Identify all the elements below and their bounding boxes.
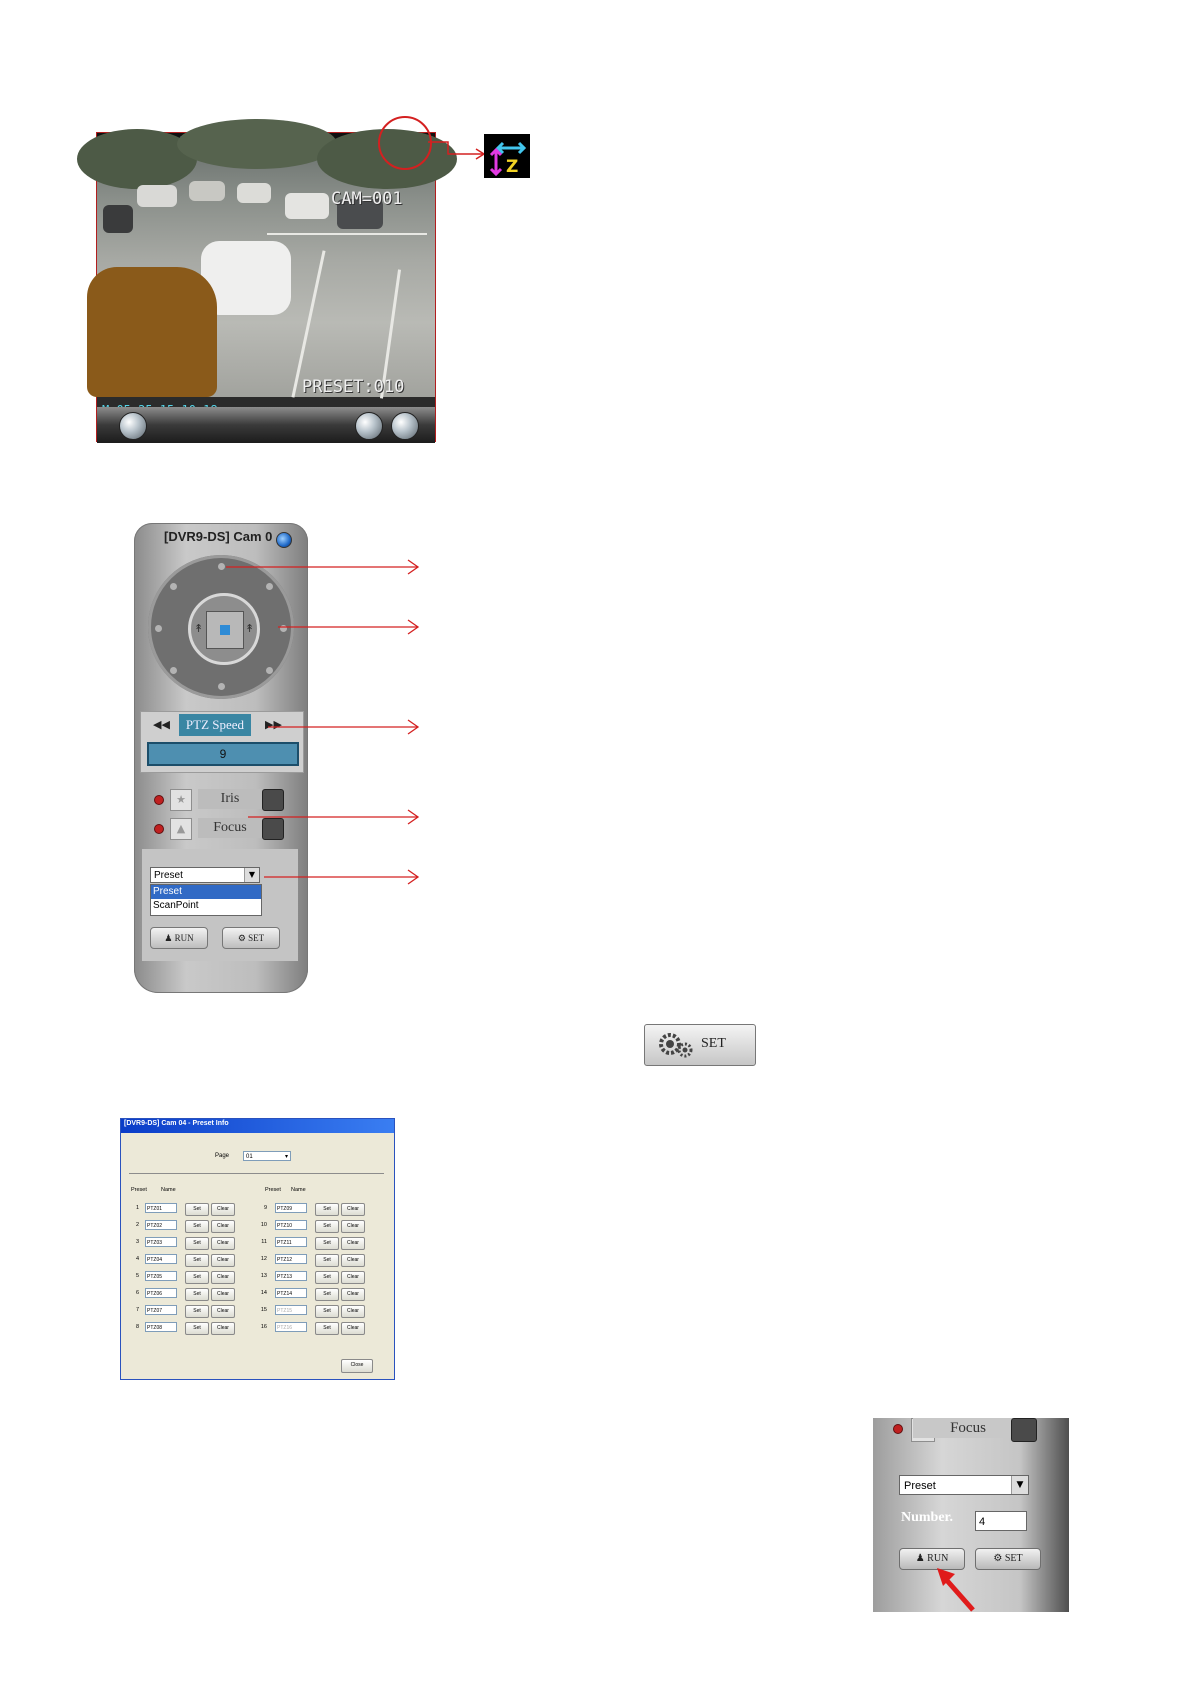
- speed-increase-icon[interactable]: ▶▶: [265, 718, 282, 731]
- preset-name-field[interactable]: PTZ05: [145, 1271, 177, 1281]
- ptz-speed-value: 9: [147, 742, 299, 766]
- pan-up-left-button[interactable]: [170, 583, 177, 590]
- parked-car: [285, 193, 329, 219]
- preset-clear-button[interactable]: Clear: [211, 1220, 235, 1233]
- column-header-preset: Preset: [131, 1187, 147, 1193]
- preset-set-button[interactable]: Set: [315, 1271, 339, 1284]
- preset-set-button[interactable]: Set: [315, 1220, 339, 1233]
- record-icon[interactable]: [391, 412, 419, 440]
- preset-number: 9: [263, 1205, 267, 1211]
- preset-clear-button[interactable]: Clear: [341, 1288, 365, 1301]
- preset-set-button[interactable]: Set: [315, 1254, 339, 1267]
- preset-clear-button[interactable]: Clear: [211, 1203, 235, 1216]
- preset-number: 7: [135, 1307, 139, 1313]
- ptz-panel-detail: [873, 1418, 1069, 1612]
- preset-number: 10: [260, 1222, 267, 1228]
- preset-name-field[interactable]: PTZ04: [145, 1254, 177, 1264]
- iris-label: Iris: [198, 789, 262, 809]
- callout-arrow: [428, 140, 486, 162]
- mode-select-value: Preset: [154, 870, 183, 881]
- focus-label: Focus: [198, 818, 262, 838]
- preset-clear-button[interactable]: Clear: [211, 1271, 235, 1284]
- pan-down-left-button[interactable]: [170, 667, 177, 674]
- column-header-name: Name: [161, 1187, 176, 1193]
- preset-name-field[interactable]: PTZ15: [275, 1305, 307, 1315]
- preset-set-button[interactable]: Set: [315, 1203, 339, 1216]
- set-label: SET: [1004, 1553, 1023, 1564]
- number-label: Number.: [901, 1510, 953, 1525]
- preset-clear-button[interactable]: Clear: [341, 1322, 365, 1335]
- preset-number: 3: [135, 1239, 139, 1245]
- ptz-arrows-z-icon: [484, 134, 530, 178]
- divider: [129, 1173, 384, 1174]
- preset-name-field[interactable]: PTZ09: [275, 1203, 307, 1213]
- preset-name-field[interactable]: PTZ10: [275, 1220, 307, 1230]
- run-button[interactable]: ♟ RUN: [899, 1548, 965, 1570]
- preset-set-button[interactable]: Set: [185, 1288, 209, 1301]
- snapshot-icon[interactable]: [355, 412, 383, 440]
- preset-name-field[interactable]: PTZ03: [145, 1237, 177, 1247]
- focus-indicator: [154, 824, 164, 834]
- preset-clear-button[interactable]: Clear: [211, 1322, 235, 1335]
- zoom-out-icon[interactable]: ↟: [194, 622, 204, 635]
- highlight-circle: [378, 116, 432, 170]
- iris-auto-button[interactable]: ★: [170, 789, 192, 811]
- preset-name-field[interactable]: PTZ14: [275, 1288, 307, 1298]
- window-titlebar: [121, 1119, 394, 1133]
- preset-overlay: PRESET:010: [302, 377, 405, 397]
- set-button[interactable]: ⚙ SET: [222, 927, 280, 949]
- preset-clear-button[interactable]: Clear: [341, 1237, 365, 1250]
- preset-name-field[interactable]: PTZ16: [275, 1322, 307, 1332]
- gear-icon: [657, 1031, 697, 1059]
- svg-text:Z: Z: [506, 157, 519, 177]
- preset-info-window: [120, 1118, 395, 1380]
- mode-options-list: [150, 884, 262, 916]
- set-button-large[interactable]: [644, 1024, 756, 1066]
- tree-foliage: [177, 119, 337, 169]
- column-header-name: Name: [291, 1187, 306, 1193]
- preset-set-button[interactable]: Set: [185, 1203, 209, 1216]
- globe-icon[interactable]: [119, 412, 147, 440]
- run-label: RUN: [174, 933, 194, 943]
- preset-number: 13: [260, 1273, 267, 1279]
- parking-line: [291, 250, 325, 397]
- focus-auto-button[interactable]: ▲: [170, 818, 192, 840]
- preset-name-field[interactable]: PTZ07: [145, 1305, 177, 1315]
- preset-number: 1: [135, 1205, 139, 1211]
- chevron-down-icon[interactable]: ▼: [244, 868, 259, 882]
- mode-option-scanpoint[interactable]: ScanPoint: [153, 900, 199, 911]
- preset-number: 16: [260, 1324, 267, 1330]
- preset-number: 11: [261, 1239, 267, 1245]
- pan-left-button[interactable]: [155, 625, 162, 632]
- preset-number: 5: [135, 1273, 139, 1279]
- preset-clear-button[interactable]: Clear: [341, 1203, 365, 1216]
- preset-name-field[interactable]: PTZ11: [275, 1237, 307, 1247]
- parked-car: [237, 183, 271, 203]
- mode-select[interactable]: [899, 1475, 1029, 1495]
- preset-clear-button[interactable]: Clear: [211, 1254, 235, 1267]
- camera-id-overlay: CAM=001: [331, 189, 403, 209]
- preset-name-field[interactable]: PTZ08: [145, 1322, 177, 1332]
- set-button-label: SET: [701, 1036, 726, 1051]
- focus-label: Focus: [913, 1418, 1023, 1438]
- run-button[interactable]: ♟ RUN: [150, 927, 208, 949]
- page-select[interactable]: [243, 1151, 291, 1161]
- preset-set-button[interactable]: Set: [315, 1237, 339, 1250]
- preset-set-button[interactable]: Set: [315, 1288, 339, 1301]
- preset-clear-button[interactable]: Clear: [211, 1237, 235, 1250]
- preset-clear-button[interactable]: Clear: [211, 1288, 235, 1301]
- mode-select-value: Preset: [904, 1480, 936, 1492]
- close-icon[interactable]: [276, 532, 292, 548]
- pan-down-button[interactable]: [218, 683, 225, 690]
- preset-set-button[interactable]: Set: [185, 1305, 209, 1318]
- preset-clear-button[interactable]: Clear: [211, 1305, 235, 1318]
- chevron-down-icon[interactable]: ▼: [1011, 1476, 1028, 1494]
- zoom-in-icon[interactable]: ↟: [245, 622, 255, 635]
- preset-set-button[interactable]: Set: [315, 1322, 339, 1335]
- mode-option-preset[interactable]: Preset: [151, 885, 261, 899]
- preset-clear-button[interactable]: Clear: [341, 1220, 365, 1233]
- preset-set-button[interactable]: Set: [185, 1271, 209, 1284]
- preset-set-button[interactable]: Set: [185, 1220, 209, 1233]
- run-label: RUN: [927, 1553, 949, 1564]
- preset-number: 14: [260, 1290, 267, 1296]
- preset-number: 6: [135, 1290, 139, 1296]
- chevron-down-icon[interactable]: ▾: [284, 1154, 288, 1160]
- ptz-speed-label: PTZ Speed: [179, 714, 251, 736]
- preset-name-field[interactable]: PTZ01: [145, 1203, 177, 1213]
- window-title: [DVR9-DS] Cam 04 - Preset Info: [124, 1120, 229, 1127]
- preset-clear-button[interactable]: Clear: [341, 1254, 365, 1267]
- page-label: Page: [215, 1153, 230, 1159]
- preset-number: 8: [135, 1324, 139, 1330]
- camera-video-feed[interactable]: [97, 149, 435, 397]
- ptz-panel-title: [DVR9-DS] Cam 0: [164, 529, 273, 544]
- iris-indicator: [154, 795, 164, 805]
- camera-view[interactable]: [96, 132, 436, 442]
- callout-arrows: [226, 555, 422, 885]
- preset-clear-button[interactable]: Clear: [341, 1305, 365, 1318]
- set-button[interactable]: ⚙ SET: [975, 1548, 1041, 1570]
- preset-name-field[interactable]: PTZ02: [145, 1220, 177, 1230]
- yellow-vehicle: [87, 267, 217, 397]
- preset-set-button[interactable]: Set: [185, 1254, 209, 1267]
- preset-number: 15: [260, 1307, 267, 1313]
- preset-name-field[interactable]: PTZ13: [275, 1271, 307, 1281]
- set-label: SET: [248, 933, 265, 943]
- preset-name-field[interactable]: PTZ06: [145, 1288, 177, 1298]
- preset-name-field[interactable]: PTZ12: [275, 1254, 307, 1264]
- parked-car: [103, 205, 133, 233]
- close-button[interactable]: Close: [341, 1359, 373, 1373]
- column-header-preset: Preset: [265, 1187, 281, 1193]
- preset-set-button[interactable]: Set: [185, 1237, 209, 1250]
- parking-line: [267, 233, 427, 235]
- preset-set-button[interactable]: Set: [185, 1322, 209, 1335]
- parked-car: [137, 185, 177, 207]
- speed-decrease-icon[interactable]: ◀◀: [153, 718, 170, 731]
- focus-adjust-button[interactable]: [1011, 1418, 1037, 1442]
- preset-number: 2: [135, 1222, 139, 1228]
- preset-number: 4: [135, 1256, 139, 1262]
- preset-set-button[interactable]: Set: [315, 1305, 339, 1318]
- page-select-value: 01: [246, 1154, 253, 1160]
- pan-up-button[interactable]: [218, 563, 225, 570]
- focus-indicator: [893, 1424, 903, 1434]
- camera-bottom-bar: [97, 407, 435, 443]
- preset-number: 12: [260, 1256, 267, 1262]
- preset-clear-button[interactable]: Clear: [341, 1271, 365, 1284]
- number-field[interactable]: 4: [975, 1511, 1027, 1531]
- parked-car: [189, 181, 225, 201]
- pointer-arrow: [933, 1568, 993, 1612]
